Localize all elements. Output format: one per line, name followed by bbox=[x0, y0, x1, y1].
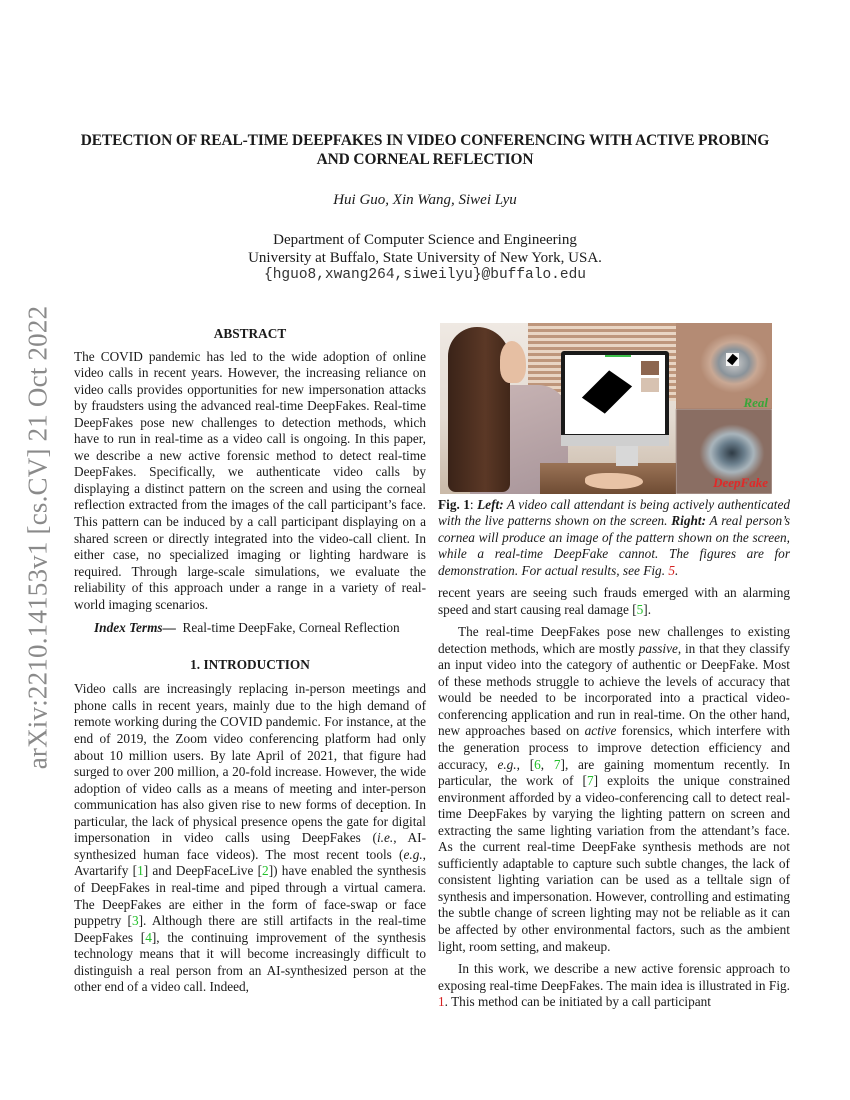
figure-1 bbox=[440, 323, 772, 494]
citation-link[interactable]: 4 bbox=[145, 929, 152, 945]
participant-thumbnail bbox=[641, 378, 659, 392]
author-emails: {hguo8,xwang264,siweilyu}@buffalo.edu bbox=[264, 267, 586, 283]
affiliation-university: University at Buffalo, State University of New York, USA. bbox=[248, 249, 602, 266]
affiliation bbox=[70, 232, 780, 285]
participant-thumbnail bbox=[641, 361, 659, 375]
call-status-bar bbox=[605, 355, 631, 357]
intro-paragraph-1-continued: recent years are seeing such frauds emerged with an alarming speed and start causing real damage [5]. bbox=[438, 585, 790, 617]
video-call-photo bbox=[440, 323, 676, 494]
citation-link[interactable]: 7 bbox=[586, 773, 594, 789]
monitor-stand bbox=[616, 446, 638, 466]
index-terms-label: Index Terms— bbox=[94, 620, 176, 636]
citation-link[interactable]: 1 bbox=[137, 863, 144, 879]
intro-paragraph-2: The real-time DeepFakes pose new challenges to existing detection methods, which are mostly passive, in that they classify an input video into the category of authentic or DeepFake. Most of these methods struggle to achieve the levels of accuracy that would be needed to be incorporated into a practical video-conferencing application and run in real-time. On the other hand, new approaches based on active forensics, which interfere with the generation process to improve detection efficiency and accuracy, e.g., [6, 7], are gaining momentum recently. In particular, the work of [7] exploits the unique constrained environment afforded by a video-conferencing call to detect real-time DeepFakes by varying the lighting pattern on screen and extracting the same lighting variation from the attendant’s face. As the current real-time DeepFake synthesis methods are not sufficiently adaptable to capture such subtle changes, the lack of consistent lighting variation can be used as a telltale sign of synthesis and impersonation. However, controlling and estimating the subtle change of screen lighting may not be reliable as it can be affected by other environmental factors, such as the ambient light, room setting, and makeup. bbox=[438, 624, 791, 954]
citation-link[interactable]: 6 bbox=[534, 756, 541, 772]
arxiv-identifier: arXiv:2210.14153v1 [cs.CV] 21 Oct 2022 bbox=[22, 305, 53, 769]
label-real: Real bbox=[743, 395, 768, 410]
eye-comparison bbox=[676, 323, 772, 494]
abstract-text: The COVID pandemic has led to the wide adoption of online video calls in recent years. However, the increasing reliance on video calls provides opportunities for new impersonation attacks by fraudsters using the advanced real-time DeepFakes. Real-time DeepFakes pose new challenges to detection methods, which have to run in real-time as a video call is ongoing. In this paper, we describe a new active forensic method to detect real-time DeepFakes. Specifically, we authenticate video calls by displaying a distinct pattern on the screen and using the corneal reflection extracted from the images of the call participant’s face. This pattern can be induced by a call participant displaying on a shared screen or directly integrated into the video-call client. In either case, no specialized imaging or lighting hardware is required. Through large-scale simulations, we evaluate the reliability of this approach under a range in a variety of real-world imaging scenarios. bbox=[74, 348, 426, 612]
intro-paragraph-3: In this work, we describe a new active forensic approach to exposing real-time DeepFakes. The main idea is illustrated in Fig. 1. This method can be initiated by a call participant bbox=[438, 961, 790, 1010]
figure-ref-link[interactable]: 1 bbox=[438, 994, 445, 1010]
attendant-face bbox=[500, 341, 526, 383]
monitor-screen bbox=[565, 355, 665, 434]
authors: Hui Guo, Xin Wang, Siwei Lyu bbox=[333, 192, 517, 208]
citation-link[interactable]: 2 bbox=[262, 863, 269, 879]
diamond-pattern-icon bbox=[582, 370, 632, 413]
monitor-chin bbox=[561, 435, 669, 446]
figure-ref-link[interactable]: 5 bbox=[668, 562, 675, 578]
right-column bbox=[438, 323, 790, 1011]
citation-link[interactable]: 5 bbox=[636, 601, 644, 617]
abstract-heading: ABSTRACT bbox=[213, 326, 287, 341]
left-column bbox=[74, 326, 426, 996]
index-terms bbox=[74, 620, 426, 637]
affiliation-department: Department of Computer Science and Engineering bbox=[273, 232, 577, 248]
intro-paragraph-1: Video calls are increasingly replacing in-person meetings and phone calls in recent years, mainly due to the high demand of remote working during the COVID pandemic. For instance, at the end of 2019, the Zoom video conferencing platform had only about 10 million users. By late April of 2021, that figure had surged to over 200 million, a 20-fold increase. However, the wide adoption of video calls as a means of meeting and inter-person communication has also given rise to new forms of deception. In particular, the lack of physical presence opens the gate for digital impersonation in video calls using DeepFakes (i.e., AI-synthesized human face videos). The most recent tools (e.g., Avartarify [1] and DeepFaceLive [2]) have enabled the synthesis of DeepFakes in real-time and piped through a virtual camera. The DeepFakes are either in the form of face-swap or face puppetry [3]. Although there are still artifacts in the real-time DeepFakes [4], the continuing improvement of the synthesis technology means that it will become increasingly difficult to distinguish a real person from an AI-synthesized person at the other end of a video call. Indeed, bbox=[74, 681, 427, 995]
corneal-reflection-icon bbox=[726, 353, 739, 366]
introduction-heading: 1. INTRODUCTION bbox=[190, 656, 310, 672]
citation-link[interactable]: 7 bbox=[553, 756, 561, 772]
paper-title: DETECTION OF REAL-TIME DEEPFAKES IN VIDEO CONFERENCING WITH ACTIVE PROBING AND CORNEAL REFLECTION bbox=[80, 132, 770, 168]
figure-1-caption: Fig. 1: Left: A video call attendant is being actively authenticated with the live patterns shown on the screen. Right: A real person’s cornea will produce an image of the pattern shown on the screen, while a real-time DeepFake cannot. The figures are for demonstration. For actual results, see Fig. 5. bbox=[438, 497, 791, 578]
arxiv-stamp bbox=[18, 292, 58, 782]
label-deepfake: DeepFake bbox=[713, 475, 768, 491]
monitor bbox=[561, 351, 669, 446]
index-terms-value: Real-time DeepFake, Corneal Reflection bbox=[182, 620, 400, 636]
citation-link[interactable]: 3 bbox=[131, 913, 139, 929]
attendant-hand bbox=[585, 473, 643, 489]
